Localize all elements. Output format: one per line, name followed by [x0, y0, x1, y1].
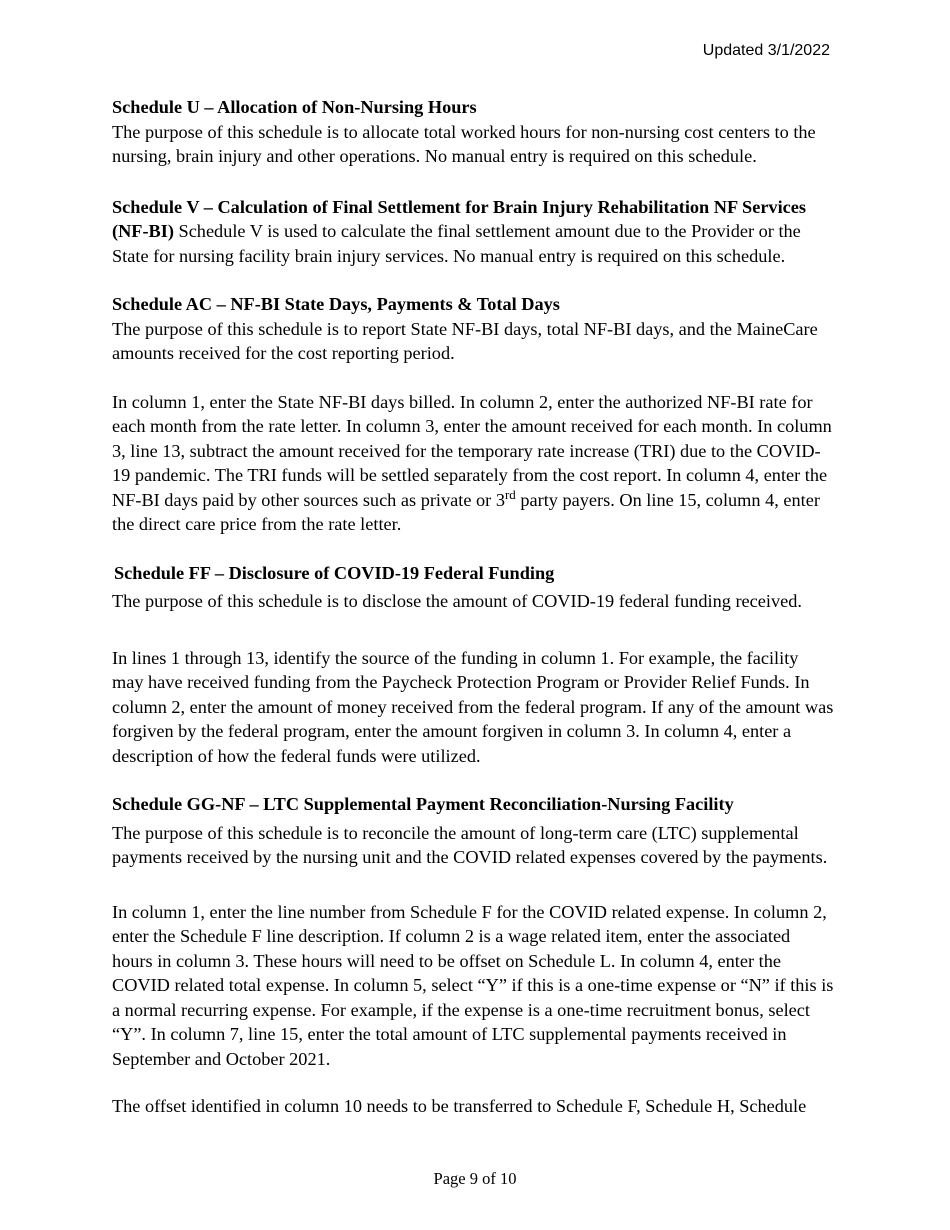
section-schedule-ff: [112, 561, 834, 769]
section-paragraph: The purpose of this schedule is to disclose the amount of COVID-19 federal funding received.: [112, 591, 802, 611]
section-title: Schedule GG-NF – LTC Supplemental Payment Reconciliation-Nursing Facility: [112, 794, 734, 814]
page-number: Page 9 of 10: [433, 1169, 517, 1188]
section-paragraph: [112, 390, 834, 537]
section-paragraph: The purpose of this schedule is to report State NF-BI days, total NF-BI days, and the MaineCare amounts received for the cost reporting period.: [112, 318, 818, 363]
updated-date: Updated 3/1/2022: [702, 42, 830, 59]
section-paragraph: The purpose of this schedule is to reconcile the amount of long-term care (LTC) supplemental payments received by the nursing unit and the COVID related expenses covered by the payments.: [112, 822, 828, 867]
section-title: Schedule FF – Disclosure of COVID-19 Federal Funding: [114, 562, 555, 583]
section-schedule-ac: [112, 292, 834, 537]
section-paragraph: The offset identified in column 10 needs to be transferred to Schedule F, Schedule H, Schedule: [112, 1096, 807, 1116]
section-schedule-gg-nf: [112, 792, 834, 1119]
section-body-text: Schedule V is used to calculate the final settlement amount due to the Provider or the State for nursing facility brain injury services. No manual entry is required on this schedule.: [112, 221, 801, 266]
section-schedule-v: [112, 195, 834, 269]
section-schedule-u: [112, 95, 834, 169]
ordinal-suffix: rd: [504, 486, 516, 502]
section-paragraph: [112, 195, 834, 269]
section-paragraph: In column 1, enter the line number from Schedule F for the COVID related expense. In column 2, enter the Schedule F line description. If column 2 is a wage related item, enter the associated hours in column 3. These hours will need to be offset on Schedule L. In column 4, enter the COVID related total expense. In column 5, select “Y” if this is a one-time expense or “N” if this is a normal recurring expense. For example, if the expense is a one-time recruitment bonus, select “Y”. In column 7, line 15, enter the total amount of LTC supplemental payments received in September and October 2021.: [112, 901, 834, 1069]
section-paragraph: The purpose of this schedule is to allocate total worked hours for non-nursing cost centers to the nursing, brain injury and other operations. No manual entry is required on this schedule.: [112, 121, 816, 166]
paragraph-text: party payers. On line 15, column 4, enter the direct care price from the rate letter.: [112, 489, 820, 534]
paragraph-text: In column 1, enter the State NF-BI days billed. In column 2, enter the authorized NF-BI rate for each month from the rate letter. In column 3, enter the amount received for each month. In column 3, line 13, subtract the amount received for the temporary rate increase (TRI) due to the COVID-19 pandemic. The TRI funds will be settled separately from the cost report. In column 4, enter the NF-BI days paid by other sources such as private or 3: [112, 391, 832, 510]
section-title: Schedule V – Calculation of Final Settlement for Brain Injury Rehabilitation NF Services (NF-BI): [112, 196, 806, 241]
section-title: Schedule U – Allocation of Non-Nursing Hours: [112, 97, 477, 117]
document-body: [112, 95, 834, 1119]
section-paragraph: In lines 1 through 13, identify the source of the funding in column 1. For example, the facility may have received funding from the Paycheck Protection Program or Provider Relief Funds. In column 2, enter the amount of money received from the federal program. If any of the amount was forgiven by the federal program, enter the amount forgiven in column 3. In column 4, enter a description of how the federal funds were utilized.: [112, 647, 834, 766]
section-title: Schedule AC – NF-BI State Days, Payments & Total Days: [112, 294, 560, 314]
